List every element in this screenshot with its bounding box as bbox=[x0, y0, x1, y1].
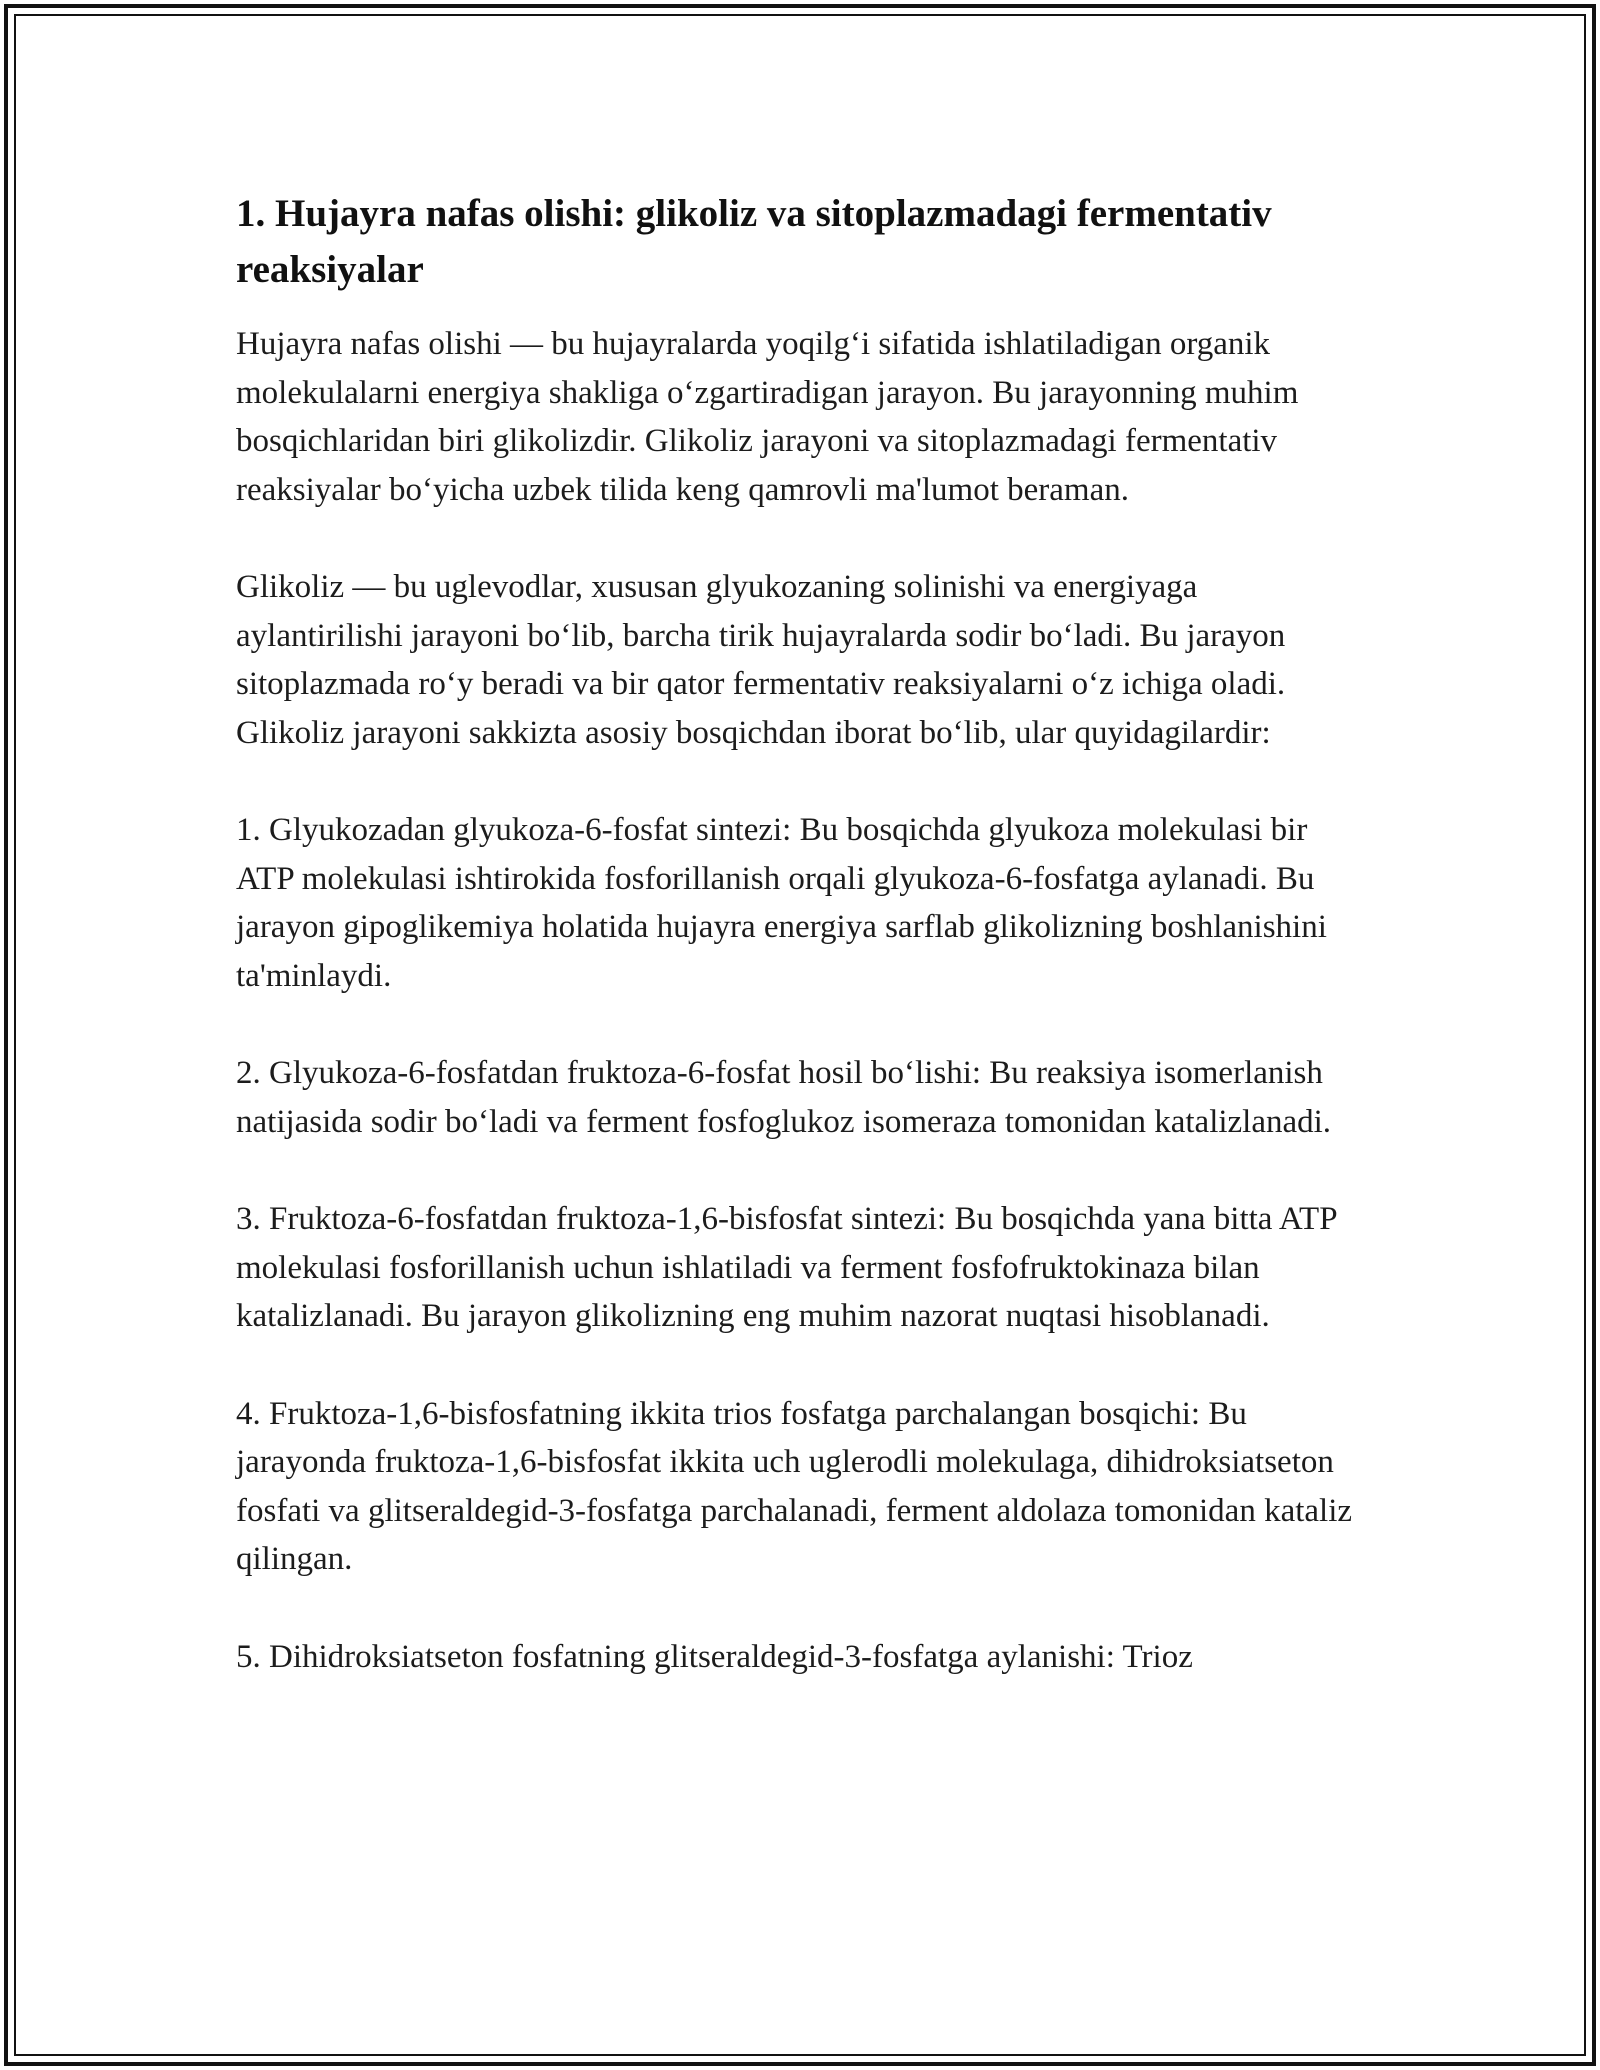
paragraph-glycolysis: Glikoliz — bu uglevodlar, xususan glyukozaning solinishi va energiyaga aylantirilishi jarayoni bo‘lib, barcha tirik hujayralarda sodir bo‘ladi. Bu jarayon sitoplazmada ro‘y beradi va bir qator fermentativ reaksiyalarni o‘z ichiga oladi. Glikoliz jarayoni sakkizta asosiy bosqichdan iborat bo‘lib, ular quyidagilardir: bbox=[236, 569, 1286, 751]
paragraph-step-3: 3. Fruktoza-6-fosfatdan fruktoza-1,6-bisfosfat sintezi: Bu bosqichda yana bitta ATP molekulasi fosforillanish uchun ishlatiladi va ferment fosfofruktokinaza bilan katalizlanadi. Bu jarayon glikolizning eng muhim nazorat nuqtasi hisoblanadi. bbox=[236, 1201, 1337, 1334]
paragraph-step-4: 4. Fruktoza-1,6-bisfosfatning ikkita trios fosfatga parchalangan bosqichi: Bu jarayonda fruktoza-1,6-bisfosfat ikkita uch uglerodli molekulaga, dihidroksiatseton fosfati va glitseraldegid-3-fosfatga parchalanadi, ferment aldolaza tomonidan kataliz qilingan. bbox=[236, 1395, 1353, 1577]
document-title: 1. Hujayra nafas olishi: glikoliz va sitoplazmadagi fermentativ reaksiyalar bbox=[236, 192, 1272, 291]
paragraph-step-5: 5. Dihidroksiatseton fosfatning glitseraldegid-3-fosfatga aylanishi: Trioz bbox=[236, 1638, 1193, 1675]
paragraph-step-1: 1. Glyukozadan glyukoza-6-fosfat sintezi: Bu bosqichda glyukoza molekulasi bir ATP molekulasi ishtirokida fosforillanish orqali glyukoza-6-fosfatga aylanadi. Bu jarayon gipoglikemiya holatida hujayra energiya sarflab glikolizning boshlanishini ta'minlaydi. bbox=[236, 812, 1327, 994]
document-body bbox=[236, 186, 1366, 1730]
paragraph-intro: Hujayra nafas olishi — bu hujayralarda yoqilg‘i sifatida ishlatiladigan organik molekulalarni energiya shakliga o‘zgartiradigan jarayon. Bu jarayonning muhim bosqichlaridan biri glikolizdir. Glikoliz jarayoni va sitoplazmadagi fermentativ reaksiyalar bo‘yicha uzbek tilida keng qamrovli ma'lumot beraman. bbox=[236, 326, 1299, 508]
paragraph-step-2: 2. Glyukoza-6-fosfatdan fruktoza-6-fosfat hosil bo‘lishi: Bu reaksiya isomerlanish natijasida sodir bo‘ladi va ferment fosfoglukoz isomeraza tomonidan katalizlanadi. bbox=[236, 1055, 1332, 1140]
